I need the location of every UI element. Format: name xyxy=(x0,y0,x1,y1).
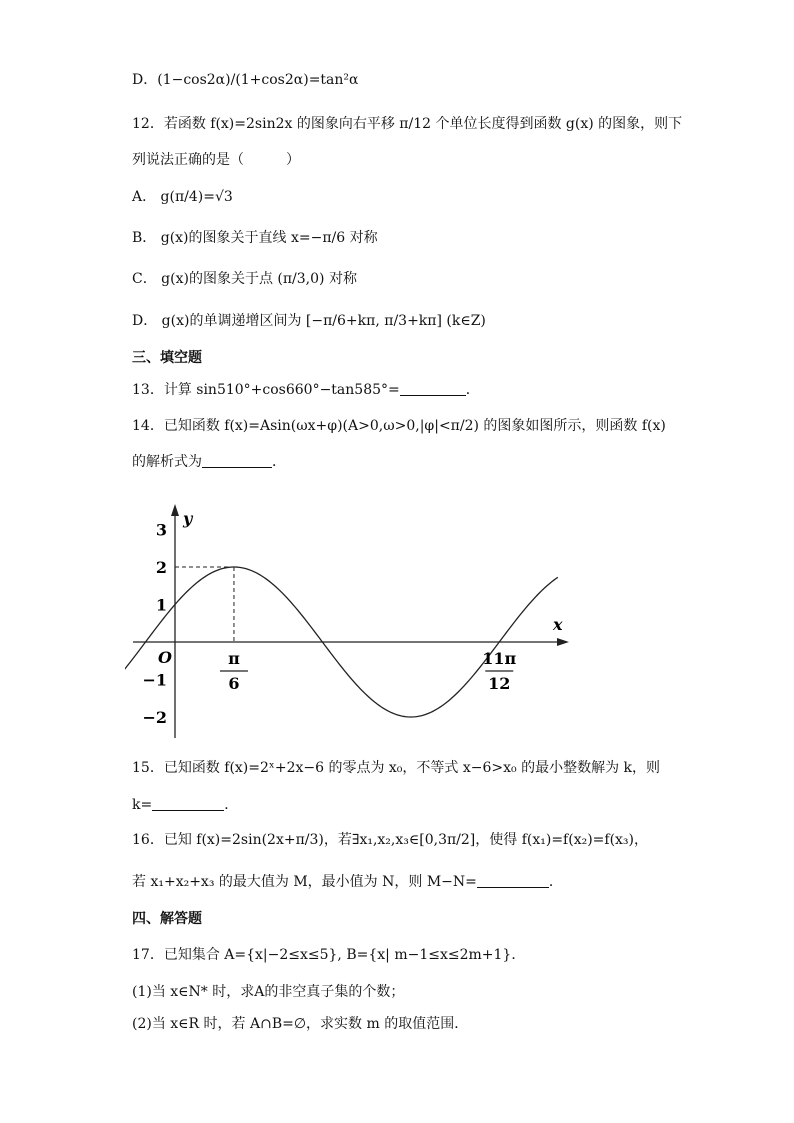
option-c: C． g(x)的图象关于点 (π/3,0) 对称 xyxy=(132,271,357,287)
section-heading-fill-in: 三、填空题 xyxy=(132,350,202,366)
x-mark-numerator: 11π xyxy=(482,649,517,668)
question-14-period: ． xyxy=(272,454,286,470)
question-12-text: 12．若函数 f(x)=2sin2x 的图象向右平移 π/12 个单位长度得到函数 g(x) 的图象，则下 xyxy=(132,116,683,132)
y-tick-label: −2 xyxy=(142,708,167,727)
sine-graph xyxy=(125,500,575,740)
question-17-part-2: (2)当 x∈R 时，若 A∩B=∅，求实数 m 的取值范围． xyxy=(132,1016,469,1032)
y-tick-label: −1 xyxy=(142,670,167,690)
question-15-text-cont: k= xyxy=(132,797,153,813)
answer-blank xyxy=(202,467,272,468)
option-d: D． g(x)的单调递增区间为 [−π/6+kπ, π/3+kπ] (k∈Z) xyxy=(132,313,486,329)
section-heading-answer: 四、解答题 xyxy=(132,911,202,927)
y-tick-label: 1 xyxy=(155,595,167,615)
question-17-part-1: (1)当 x∈N* 时，求A的非空真子集的个数； xyxy=(132,984,405,1000)
question-15-period: ． xyxy=(224,797,239,813)
question-13-period: ． xyxy=(465,382,480,398)
question-16-text: 16．已知 f(x)=2sin(2x+π/3)，若∃x₁,x₂,x₃∈[0,3π/2]，使得 f(x₁)=f(x₂)=f(x₃)， xyxy=(132,832,649,848)
question-14-line-2 xyxy=(132,452,286,472)
question-13-text: 13．计算 sin510°+cos660°−tan585°= xyxy=(132,382,400,398)
origin-label: O xyxy=(158,648,172,667)
answer-blank xyxy=(477,887,549,888)
question-12-text-cont: 列说法正确的是（ ） xyxy=(132,152,300,168)
question-14-text-cont: 的解析式为 xyxy=(132,454,202,470)
question-15-text: 15．已知函数 f(x)=2ˣ+2x−6 的零点为 x₀，不等式 x−6>x₀ 的最小整数解为 k，则 xyxy=(132,760,661,776)
y-tick-label: 3 xyxy=(155,520,167,540)
y-axis-arrow xyxy=(171,504,179,516)
answer-blank xyxy=(400,395,466,396)
option-d-line: D．(1−cos2α)/(1+cos2α)=tan²α xyxy=(132,72,359,88)
x-mark-denominator: 6 xyxy=(228,674,240,693)
option-b: B． g(x)的图象关于直线 x=−π/6 对称 xyxy=(132,230,378,246)
y-axis-label: y xyxy=(183,509,193,528)
question-16-line-2 xyxy=(132,872,563,892)
question-15-line-2 xyxy=(132,795,238,815)
x-mark-numerator: π xyxy=(228,649,240,668)
x-axis-label: x xyxy=(553,615,563,634)
question-17-text: 17．已知集合 A={x|−2≤x≤5}, B={x| m−1≤x≤2m+1}． xyxy=(132,947,526,963)
question-13 xyxy=(132,380,480,400)
question-14-text: 14．已知函数 f(x)=Asin(ωx+φ)(A>0,ω>0,|φ|<π/2) 的图象如图所示，则函数 f(x) xyxy=(132,418,666,434)
option-a: A． g(π/4)=√3 xyxy=(132,189,233,205)
x-mark-denominator: 12 xyxy=(488,674,511,693)
question-16-period: ． xyxy=(548,874,563,890)
answer-blank xyxy=(152,810,224,811)
question-16-text-cont: 若 x₁+x₂+x₃ 的最大值为 M，最小值为 N，则 M−N= xyxy=(132,874,477,890)
x-axis-arrow xyxy=(557,638,569,646)
y-tick-label: 2 xyxy=(155,558,167,577)
